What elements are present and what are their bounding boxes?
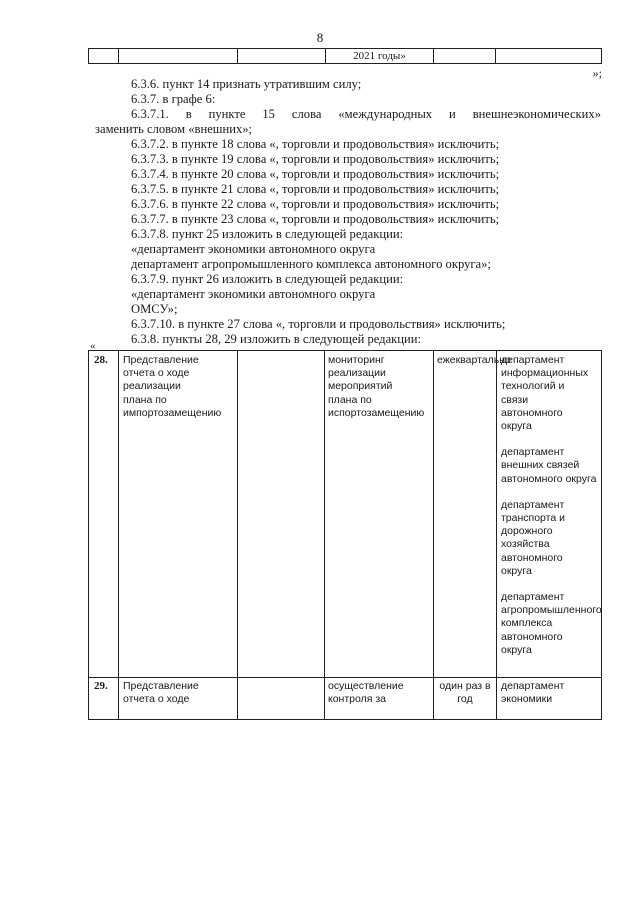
executor: департамент внешних связей автономного округа xyxy=(501,446,597,485)
text-line: 6.3.7.3. в пункте 19 слова «, торговли и продовольствия» исключить; xyxy=(131,152,500,166)
row-period: ежеквартально xyxy=(437,354,511,366)
page-number: 8 xyxy=(316,30,324,45)
text-line: 6.3.7.2. в пункте 18 слова «, торговли и продовольствия» исключить; xyxy=(131,137,500,151)
text-line: 6.3.7.9. пункт 26 изложить в следующей редакции: xyxy=(131,272,404,286)
text-line: заменить словом «внешних»; xyxy=(95,122,253,136)
table-cell xyxy=(89,49,119,63)
text-line: 6.3.7.8. пункт 25 изложить в следующей редакции: xyxy=(131,227,404,241)
executor: департамент информационных технологий и связи автономного округа xyxy=(501,354,589,433)
text-line: 6.3.8. пункты 28, 29 изложить в следующей редакции: xyxy=(131,332,422,346)
table-cell xyxy=(434,49,496,63)
row-activity: мониторинг реализации мероприятий плана по испортозамещению xyxy=(328,354,425,419)
table-cell xyxy=(119,49,238,63)
text-line: 6.3.7.7. в пункте 23 слова «, торговли и продовольствия» исключить; xyxy=(131,212,500,226)
text-line: 6.3.7. в графе 6: xyxy=(131,92,216,106)
text-line: 6.3.7.4. в пункте 20 слова «, торговли и продовольствия» исключить; xyxy=(131,167,500,181)
executor: департамент транспорта и дорожного хозяйства автономного округа xyxy=(501,498,565,577)
plan-table xyxy=(88,350,602,720)
row-name: Представление отчета о ходе реализации плана по импортозамещению xyxy=(123,354,222,419)
closing-quote: »; xyxy=(592,66,602,80)
executor: департамент агропромышленного комплекса автономного округа xyxy=(501,591,602,656)
text-line: «департамент экономики автономного округа xyxy=(131,287,376,301)
text-line: 6.3.7.1. в пункте 15 слова «международных и внешнеэкономических» xyxy=(131,107,601,121)
row-period: один раз в год xyxy=(439,680,491,706)
row-executors: департамент экономики xyxy=(501,680,565,706)
text-line: ОМСУ»; xyxy=(131,302,178,316)
text-line: 6.3.7.10. в пункте 27 слова «, торговли и продовольствия» исключить; xyxy=(131,317,506,331)
table-cell-text: 2021 годы» xyxy=(326,49,434,63)
text-line: департамент агропромышленного комплекса автономного округа»; xyxy=(131,257,491,271)
row-number: 28. xyxy=(94,354,108,366)
top-table-fragment xyxy=(88,48,602,64)
table-cell xyxy=(238,49,326,63)
table-cell xyxy=(496,49,599,63)
row-executors xyxy=(501,354,602,670)
opening-quote: « xyxy=(90,340,96,352)
text-line: «департамент экономики автономного округа xyxy=(131,242,376,256)
text-line: 6.3.7.6. в пункте 22 слова «, торговли и продовольствия» исключить; xyxy=(131,197,500,211)
row-activity: осуществление контроля за xyxy=(328,680,404,706)
text-line: 6.3.6. пункт 14 признать утратившим силу; xyxy=(131,77,362,91)
row-number: 29. xyxy=(94,680,108,692)
row-name: Представление отчета о ходе xyxy=(123,680,199,706)
text-line: 6.3.7.5. в пункте 21 слова «, торговли и продовольствия» исключить; xyxy=(131,182,500,196)
